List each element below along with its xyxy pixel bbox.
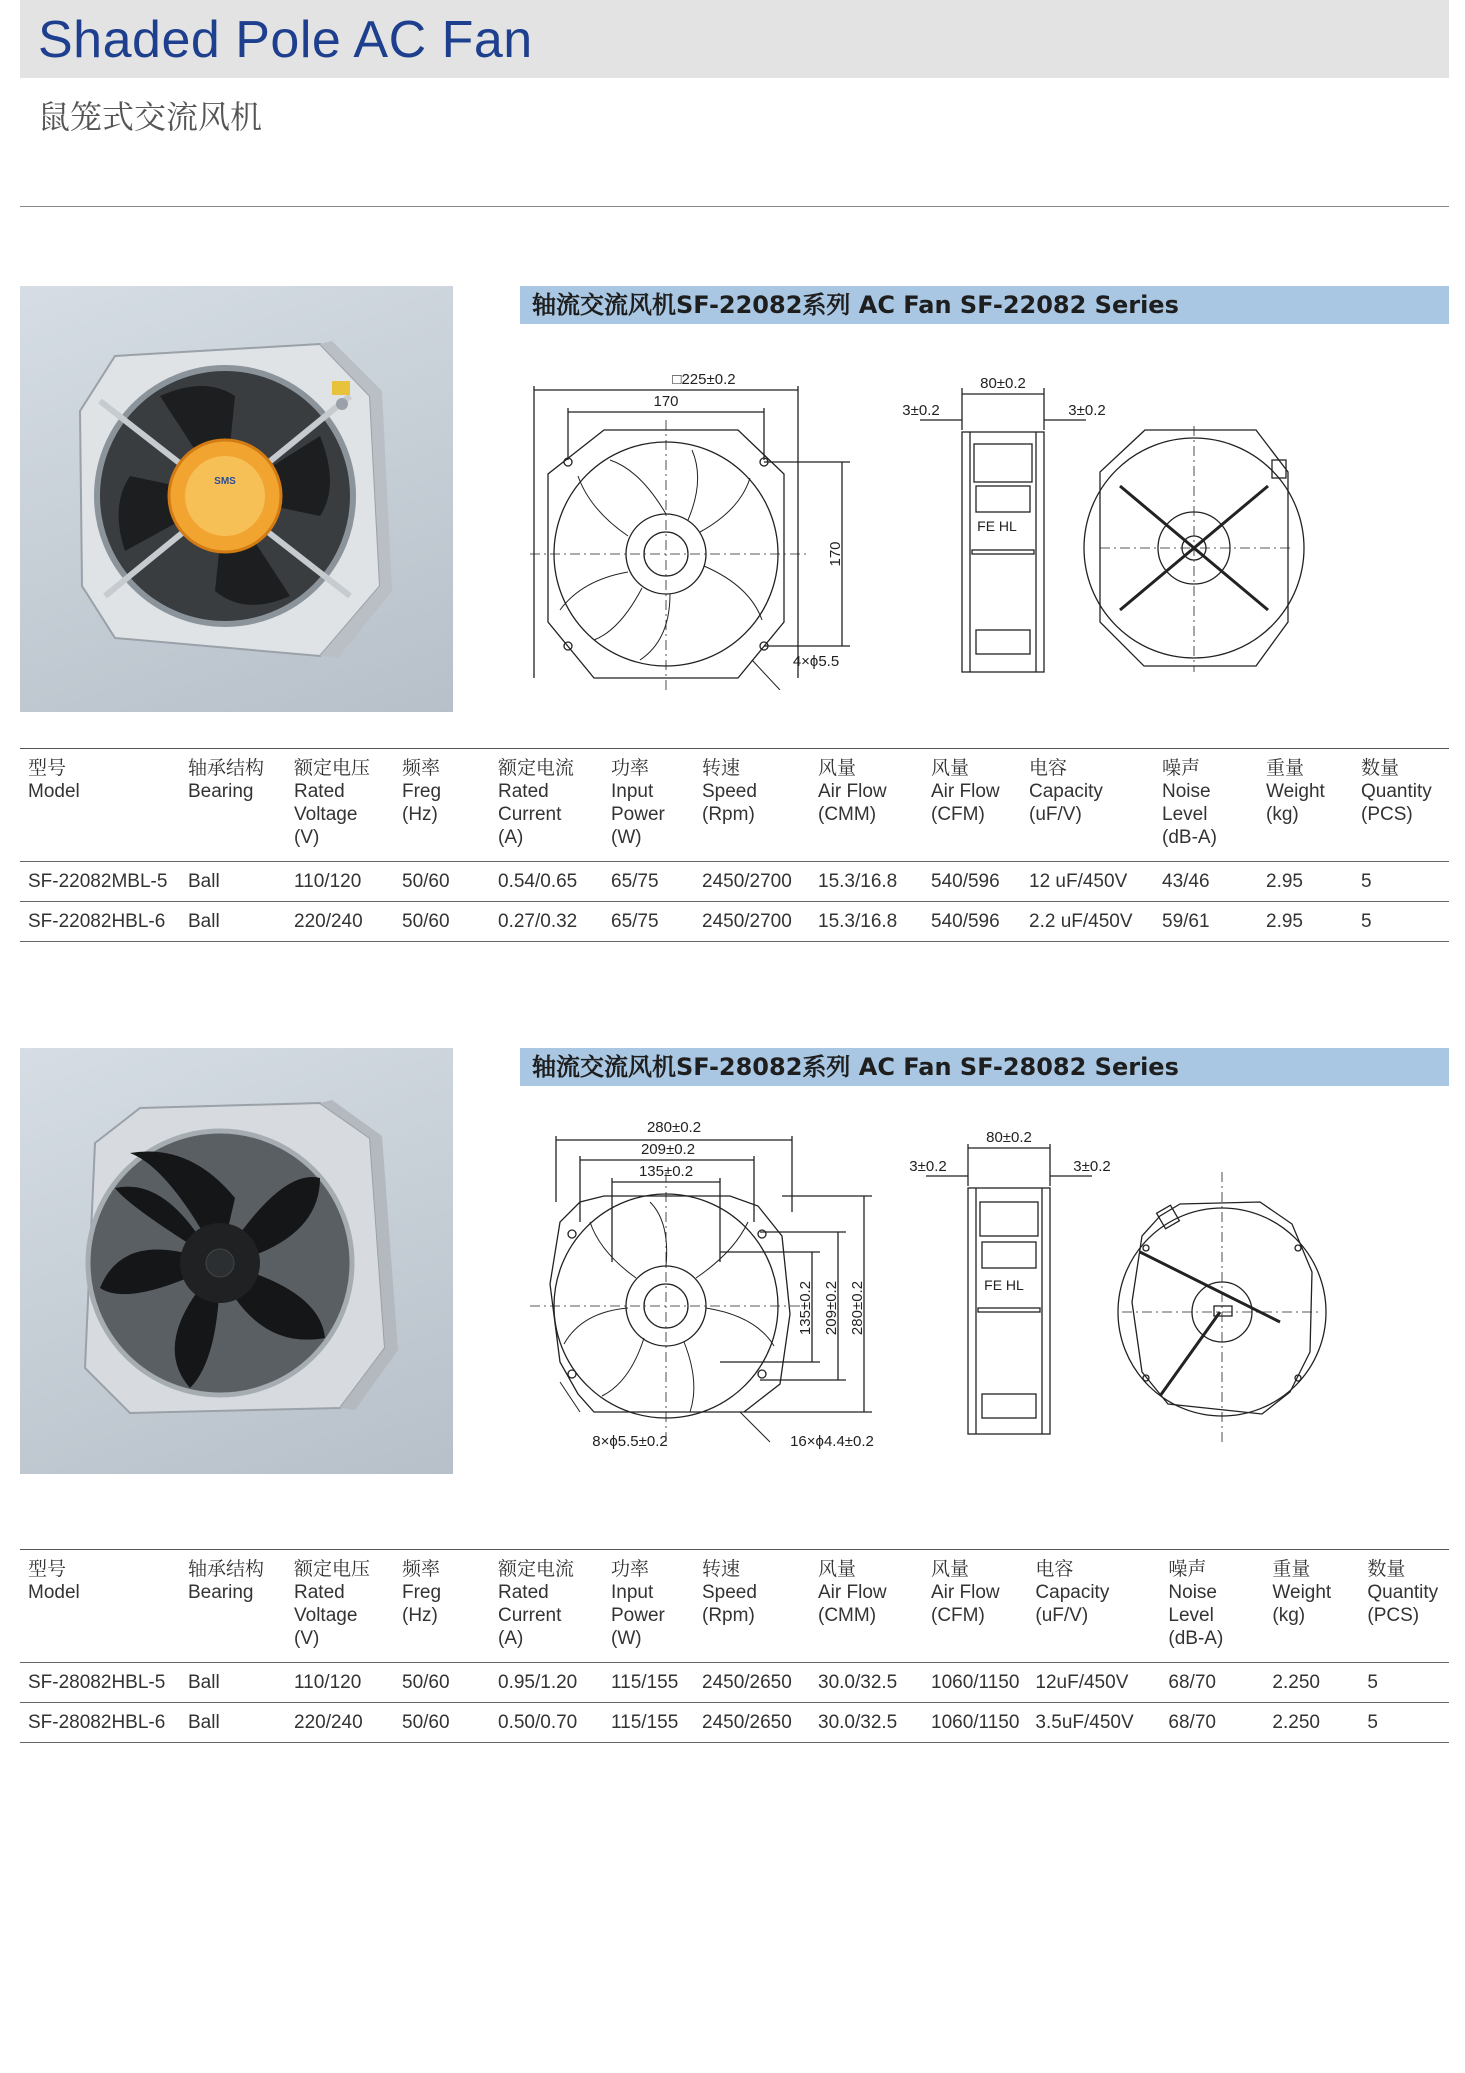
table-cell: 2.95 [1258,902,1353,942]
col-voltage [286,1550,394,1663]
col-voltage [286,749,394,862]
table-cell: 68/70 [1160,1663,1264,1703]
header-divider [20,206,1449,207]
col-zh: 功率 [611,1559,650,1580]
table-cell: 110/120 [286,1663,394,1703]
col-en: Speed [702,1582,757,1603]
dim-pitch: 170 [653,393,679,410]
col-en: Input [611,1582,654,1603]
col-zh: 重量 [1272,1559,1311,1580]
col-zh: 风量 [931,758,970,779]
col-en: Weight [1266,781,1325,802]
table-cell: 0.50/0.70 [490,1703,603,1743]
table-cell: 0.27/0.32 [490,902,603,942]
fan-photo-sf22082 [20,286,453,712]
table-row [20,902,1449,942]
dim-outer: 280±0.2 [646,1119,702,1136]
table-cell: 50/60 [394,862,490,902]
col-en: Model [28,781,80,802]
table-cell: 30.0/32.5 [810,1703,923,1743]
table-cell: 110/120 [286,862,394,902]
table-cell: 2.2 uF/450V [1021,902,1154,942]
col-noise [1154,749,1258,862]
col-unit: (Hz) [402,1605,438,1626]
terminal-label: FE HL [984,1277,1024,1293]
col-en: Voltage [294,804,358,825]
col-power [603,1550,694,1663]
table-cell: 15.3/16.8 [810,862,923,902]
col-speed [694,749,810,862]
col-zh: 频率 [402,1559,441,1580]
table-cell: SF-22082HBL-6 [20,902,180,942]
col-unit: (Hz) [402,804,438,825]
col-airflow-cmm [810,1550,923,1663]
table-cell: 50/60 [394,1663,490,1703]
col-unit: (Rpm) [702,1605,755,1626]
table-cell: 2450/2700 [694,902,810,942]
series-heading-sf28082: 轴流交流风机SF-28082系列 AC Fan SF-28082 Series [520,1048,1449,1086]
col-en: Air Flow [931,781,1000,802]
table-cell: Ball [180,1663,286,1703]
table-cell: 115/155 [603,1703,694,1743]
table-cell: 50/60 [394,902,490,942]
col-zh: 型号 [28,758,67,779]
col-unit: (CMM) [818,804,877,825]
col-current [490,749,603,862]
col-zh: 轴承结构 [188,758,265,779]
col-en: Capacity [1029,781,1103,802]
title-band [20,0,1449,78]
table-cell: SF-22082MBL-5 [20,862,180,902]
table-cell: 2450/2700 [694,862,810,902]
terminal-label: FE HL [977,518,1017,534]
col-en: Quantity [1367,1582,1439,1603]
table-cell: 220/240 [286,1703,394,1743]
header-row [20,749,1449,862]
col-en: Freg [402,1582,442,1603]
col-zh: 功率 [611,758,650,779]
table-cell: 65/75 [603,902,694,942]
table-cell: 540/596 [923,862,1021,902]
col-en: Level [1168,1605,1214,1626]
col-en: Voltage [294,1605,358,1626]
col-unit: (PCS) [1361,804,1413,825]
table-cell: Ball [180,902,286,942]
col-zh: 数量 [1361,758,1400,779]
col-zh: 轴承结构 [188,1559,265,1580]
dim-v-outer: 280±0.2 [849,1280,866,1336]
col-unit: (V) [294,1628,320,1649]
col-zh: 转速 [702,758,741,779]
table-cell: 115/155 [603,1663,694,1703]
table-cell: 2.250 [1264,1663,1359,1703]
col-zh: 重量 [1266,758,1305,779]
dim-holes-b: 16×ϕ4.4±0.2 [790,1433,874,1450]
col-en: Rated [498,781,549,802]
fan-photo-sf28082 [20,1048,453,1474]
table-cell: 30.0/32.5 [810,1663,923,1703]
col-en: Level [1162,804,1208,825]
col-zh: 频率 [402,758,441,779]
dim-holes-a: 8×ϕ5.5±0.2 [592,1433,668,1450]
dim-holes: 4×ϕ5.5 [792,653,840,670]
spec-table-sf28082 [20,1549,1449,1743]
col-en: Input [611,781,654,802]
col-zh: 额定电流 [498,758,575,779]
col-airflow-cfm [923,1550,1027,1663]
table-cell: 12uF/450V [1027,1663,1160,1703]
drawing-sf28082 [520,1112,1449,1462]
col-quantity [1359,1550,1449,1663]
col-en: Noise [1162,781,1211,802]
col-unit: (dB-A) [1168,1628,1224,1649]
table-row [20,862,1449,902]
col-unit: (PCS) [1367,1605,1420,1626]
table-cell: 50/60 [394,1703,490,1743]
table-cell: 12 uF/450V [1021,862,1154,902]
col-en: Weight [1272,1582,1332,1603]
col-unit: (A) [498,827,524,848]
col-unit: (Rpm) [702,804,755,825]
table-cell: 540/596 [923,902,1021,942]
table-cell: 220/240 [286,902,394,942]
col-unit: (dB-A) [1162,827,1217,848]
dim-depth: 80±0.2 [980,375,1026,392]
table-cell: SF-28082HBL-5 [20,1663,180,1703]
dim-depth: 80±0.2 [986,1129,1032,1146]
table-cell: 2.95 [1258,862,1353,902]
col-en: Current [498,804,562,825]
table-cell: SF-28082HBL-6 [20,1703,180,1743]
col-en: Quantity [1361,781,1432,802]
table-cell: 5 [1359,1703,1449,1743]
table-cell: 59/61 [1154,902,1258,942]
table-cell: Ball [180,1703,286,1743]
col-zh: 额定电压 [294,1559,371,1580]
table-cell: 1060/1150 [923,1663,1027,1703]
table-cell: 65/75 [603,862,694,902]
col-unit: (V) [294,827,320,848]
spec-table-body [20,1663,1449,1743]
table-row [20,1703,1449,1743]
col-unit: (A) [498,1628,524,1649]
col-en: Rated [498,1582,549,1603]
spec-table-sf22082 [20,748,1449,942]
dim-flange-right: 3±0.2 [1073,1158,1111,1175]
col-en: Capacity [1035,1582,1110,1603]
col-en: Noise [1168,1582,1217,1603]
page-subtitle: 鼠笼式交流风机 [38,98,263,136]
col-en: Model [28,1582,80,1603]
table-cell: 2.250 [1264,1703,1359,1743]
col-freq [394,749,490,862]
col-bearing [180,749,286,862]
table-cell: 0.54/0.65 [490,862,603,902]
page-title: Shaded Pole AC Fan [38,11,533,69]
dim-flange-left: 3±0.2 [909,1158,947,1175]
col-en: Rated [294,781,345,802]
spec-table-body [20,862,1449,942]
col-en: Freg [402,781,442,802]
col-en: Speed [702,781,757,802]
col-unit: (uF/V) [1029,804,1082,825]
col-weight [1258,749,1353,862]
table-cell: 43/46 [1154,862,1258,902]
dim-flange-right: 3±0.2 [1068,402,1106,419]
col-freq [394,1550,490,1663]
col-capacity [1027,1550,1160,1663]
table-cell: 15.3/16.8 [810,902,923,942]
col-en: Power [611,1605,665,1626]
col-zh: 电容 [1029,758,1068,779]
dim-mid: 209±0.2 [640,1141,696,1158]
table-cell: 0.95/1.20 [490,1663,603,1703]
table-cell: 5 [1353,862,1449,902]
col-model [20,1550,180,1663]
col-zh: 风量 [818,1559,857,1580]
col-unit: (CMM) [818,1605,877,1626]
col-en: Power [611,804,665,825]
table-cell: 2450/2650 [694,1703,810,1743]
series-heading-sf22082: 轴流交流风机SF-22082系列 AC Fan SF-22082 Series [520,286,1449,324]
table-cell: 68/70 [1160,1703,1264,1743]
col-model [20,749,180,862]
table-cell: 2450/2650 [694,1663,810,1703]
col-airflow-cfm [923,749,1021,862]
col-noise [1160,1550,1264,1663]
col-zh: 风量 [818,758,857,779]
col-zh: 噪声 [1168,1559,1207,1580]
col-en: Current [498,1605,562,1626]
col-speed [694,1550,810,1663]
col-zh: 数量 [1367,1559,1406,1580]
col-unit: (kg) [1272,1605,1306,1626]
col-zh: 噪声 [1162,758,1201,779]
col-en: Air Flow [818,1582,887,1603]
spec-table-head [20,1550,1449,1663]
col-unit: (CFM) [931,1605,985,1626]
col-airflow-cmm [810,749,923,862]
col-unit: (W) [611,1628,642,1649]
col-en: Air Flow [818,781,887,802]
col-zh: 额定电流 [498,1559,575,1580]
col-quantity [1353,749,1449,862]
col-capacity [1021,749,1154,862]
col-weight [1264,1550,1359,1663]
header-row [20,1550,1449,1663]
dim-inner: 135±0.2 [638,1163,694,1180]
table-cell: Ball [180,862,286,902]
col-en: Rated [294,1582,345,1603]
col-bearing [180,1550,286,1663]
spec-table-head [20,749,1449,862]
dim-square: □225±0.2 [672,371,736,388]
table-cell: 3.5uF/450V [1027,1703,1160,1743]
dim-v-mid: 209±0.2 [823,1280,840,1336]
col-zh: 转速 [702,1559,741,1580]
col-unit: (kg) [1266,804,1299,825]
dim-v-inner: 135±0.2 [797,1280,814,1336]
col-en: Bearing [188,781,254,802]
col-unit: (CFM) [931,804,985,825]
col-zh: 型号 [28,1559,67,1580]
col-current [490,1550,603,1663]
table-row [20,1663,1449,1703]
col-en: Bearing [188,1582,254,1603]
table-cell: 5 [1359,1663,1449,1703]
col-unit: (uF/V) [1035,1605,1089,1626]
col-unit: (W) [611,827,642,848]
col-zh: 电容 [1035,1559,1074,1580]
label-logo: SMS [214,476,236,487]
col-zh: 额定电压 [294,758,371,779]
drawing-sf22082 [520,360,1449,690]
table-cell: 1060/1150 [923,1703,1027,1743]
dim-flange-left: 3±0.2 [902,402,940,419]
col-en: Air Flow [931,1582,1000,1603]
col-zh: 风量 [931,1559,970,1580]
table-cell: 5 [1353,902,1449,942]
col-power [603,749,694,862]
dim-pitch-v: 170 [827,541,844,567]
